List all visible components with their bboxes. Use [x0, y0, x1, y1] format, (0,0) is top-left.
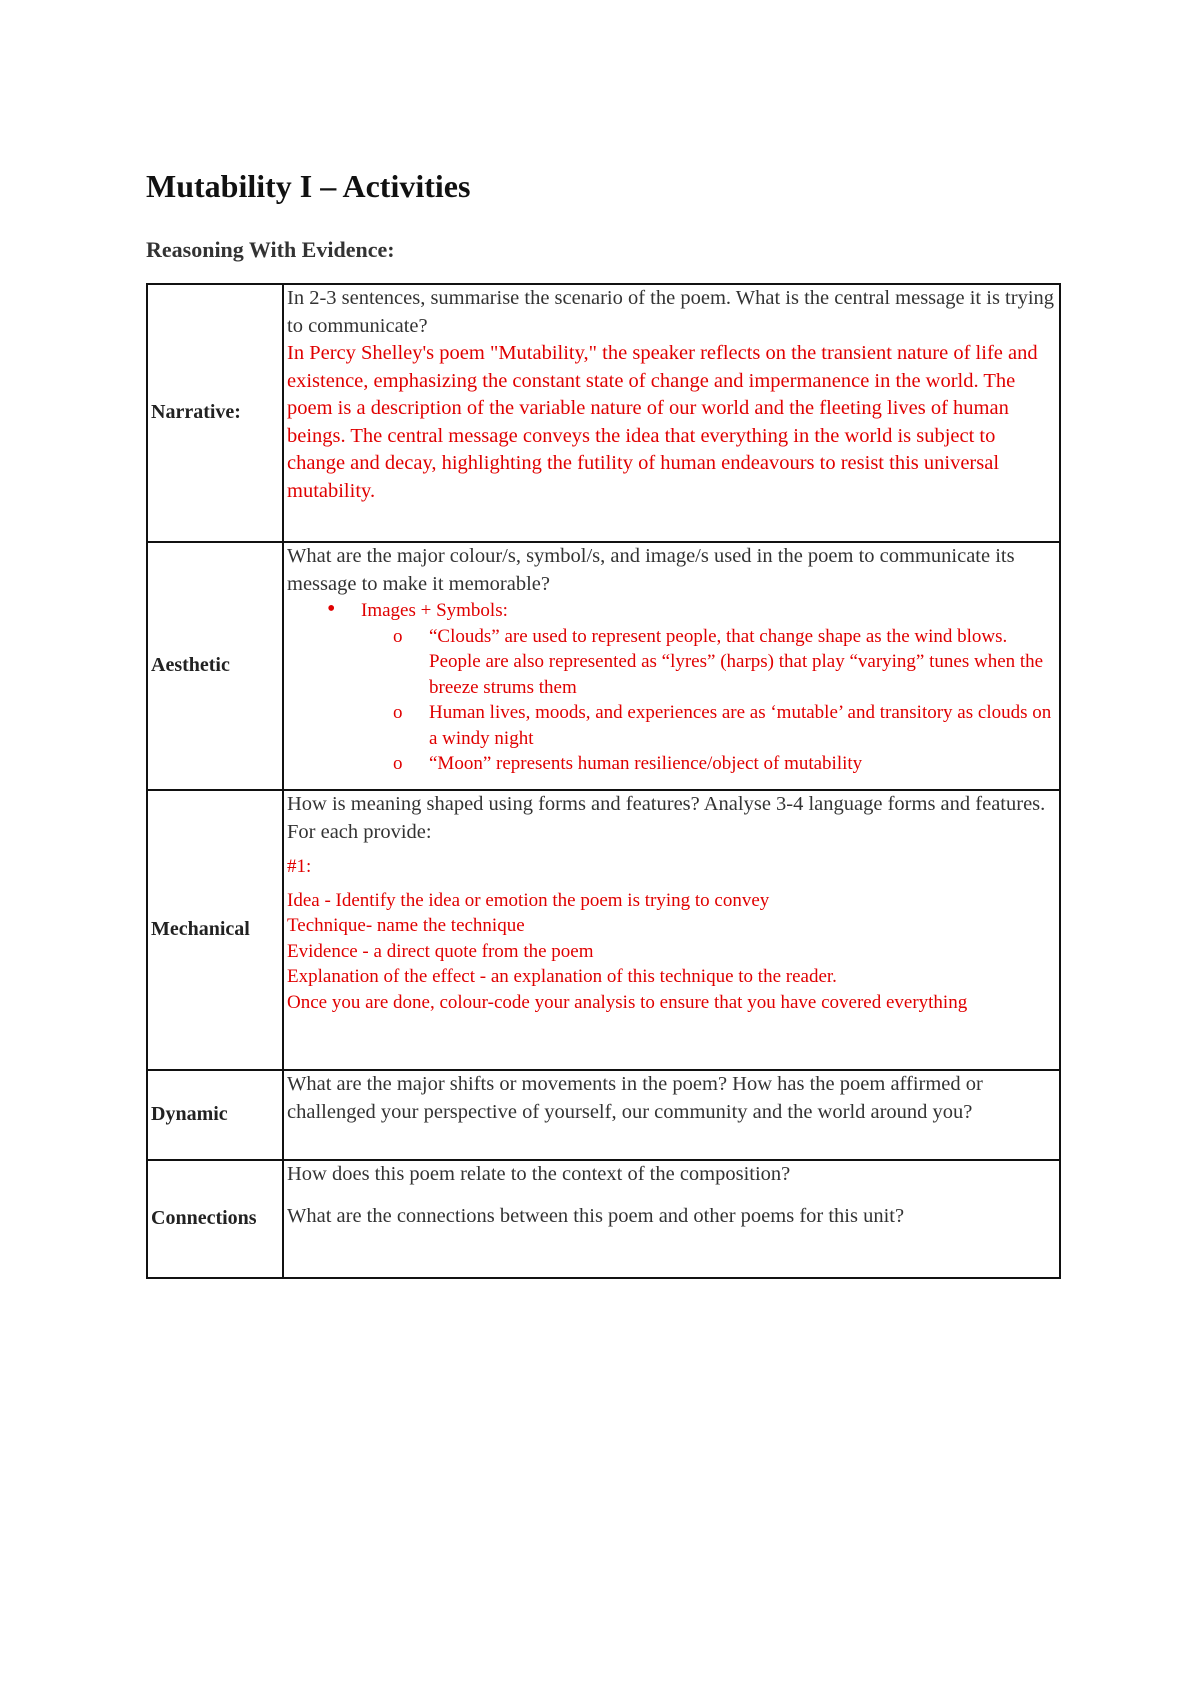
row-content-aesthetic: [283, 542, 1060, 790]
row-label-aesthetic: Aesthetic: [147, 542, 283, 790]
aesthetic-bullet-label: Images + Symbols:: [361, 600, 508, 621]
row-content-mechanical: [283, 790, 1060, 1070]
section-subtitle: Reasoning With Evidence:: [146, 237, 395, 262]
row-content-dynamic: [283, 1070, 1060, 1160]
row-label-dynamic: Dynamic: [147, 1070, 283, 1160]
mechanical-prompt: How is meaning shaped using forms and features? Analyse 3-4 language forms and features. For each provide:: [287, 793, 1046, 843]
table-row-aesthetic: [147, 542, 1060, 790]
table-row-mechanical: [147, 790, 1060, 1070]
table-row-connections: [147, 1160, 1060, 1278]
aesthetic-sub-item-2: Human lives, moods, and experiences are as ‘mutable’ and transitory as clouds on a windy night: [429, 702, 1052, 749]
list-item: [393, 700, 1057, 751]
list-item: [393, 624, 1057, 701]
narrative-prompt: In 2-3 sentences, summarise the scenario of the poem. What is the central message it is trying to communicate?: [287, 287, 1055, 337]
row-label-narrative: Narrative:: [147, 284, 283, 542]
row-content-connections: [283, 1160, 1060, 1278]
activities-table: [146, 283, 1061, 1279]
mechanical-line-idea: Idea - Identify the idea or emotion the poem is trying to convey: [287, 889, 770, 911]
circle-bullet-icon: o: [393, 753, 403, 774]
mechanical-line-evidence: Evidence - a direct quote from the poem: [287, 940, 594, 962]
connections-prompt-context: How does this poem relate to the context of the composition?: [287, 1163, 791, 1185]
narrative-answer: In Percy Shelley's poem "Mutability," the speaker reflects on the transient nature of life and existence, emphasizing the constant state of change and impermanence in the world. The poem is a description of the variable nature of our world and the fleeting lives of human beings. The central message conveys the idea that everything in the world is subject to change and decay, highlighting the futility of human endeavours to resist this universal mutability.: [287, 342, 1038, 502]
mechanical-line-technique: Technique- name the technique: [287, 915, 525, 936]
circle-bullet-icon: o: [393, 702, 403, 723]
mechanical-number: #1:: [287, 856, 312, 877]
connections-prompt-poems: What are the connections between this poem and other poems for this unit?: [287, 1204, 905, 1227]
aesthetic-sub-list: [361, 624, 1057, 777]
table-row-dynamic: [147, 1070, 1060, 1160]
table-row-narrative: [147, 284, 1060, 542]
aesthetic-prompt: What are the major colour/s, symbol/s, and image/s used in the poem to communicate its message to make it memorable?: [287, 545, 1015, 595]
row-label-mechanical: Mechanical: [147, 790, 283, 1070]
row-label-connections: Connections: [147, 1160, 283, 1278]
page-title: Mutability I – Activities: [146, 168, 471, 204]
row-content-narrative: [283, 284, 1060, 542]
aesthetic-bullet-list: [287, 598, 1057, 777]
mechanical-line-colour-code: Once you are done, colour-code your analysis to ensure that you have covered everything: [287, 991, 968, 1013]
dynamic-prompt: What are the major shifts or movements in the poem? How has the poem affirmed or challenged your perspective of yourself, our community and the world around you?: [287, 1073, 983, 1123]
aesthetic-sub-item-1: “Clouds” are used to represent people, that change shape as the wind blows. People are also represented as “lyres” (harps) that play “varying” tunes when the breeze strums them: [429, 625, 1044, 698]
list-item: [327, 598, 1057, 777]
circle-bullet-icon: o: [393, 625, 403, 647]
list-item: [393, 751, 1057, 777]
mechanical-line-explanation: Explanation of the effect - an explanation of this technique to the reader.: [287, 966, 837, 987]
aesthetic-sub-item-3: “Moon” represents human resilience/object of mutability: [429, 753, 863, 774]
